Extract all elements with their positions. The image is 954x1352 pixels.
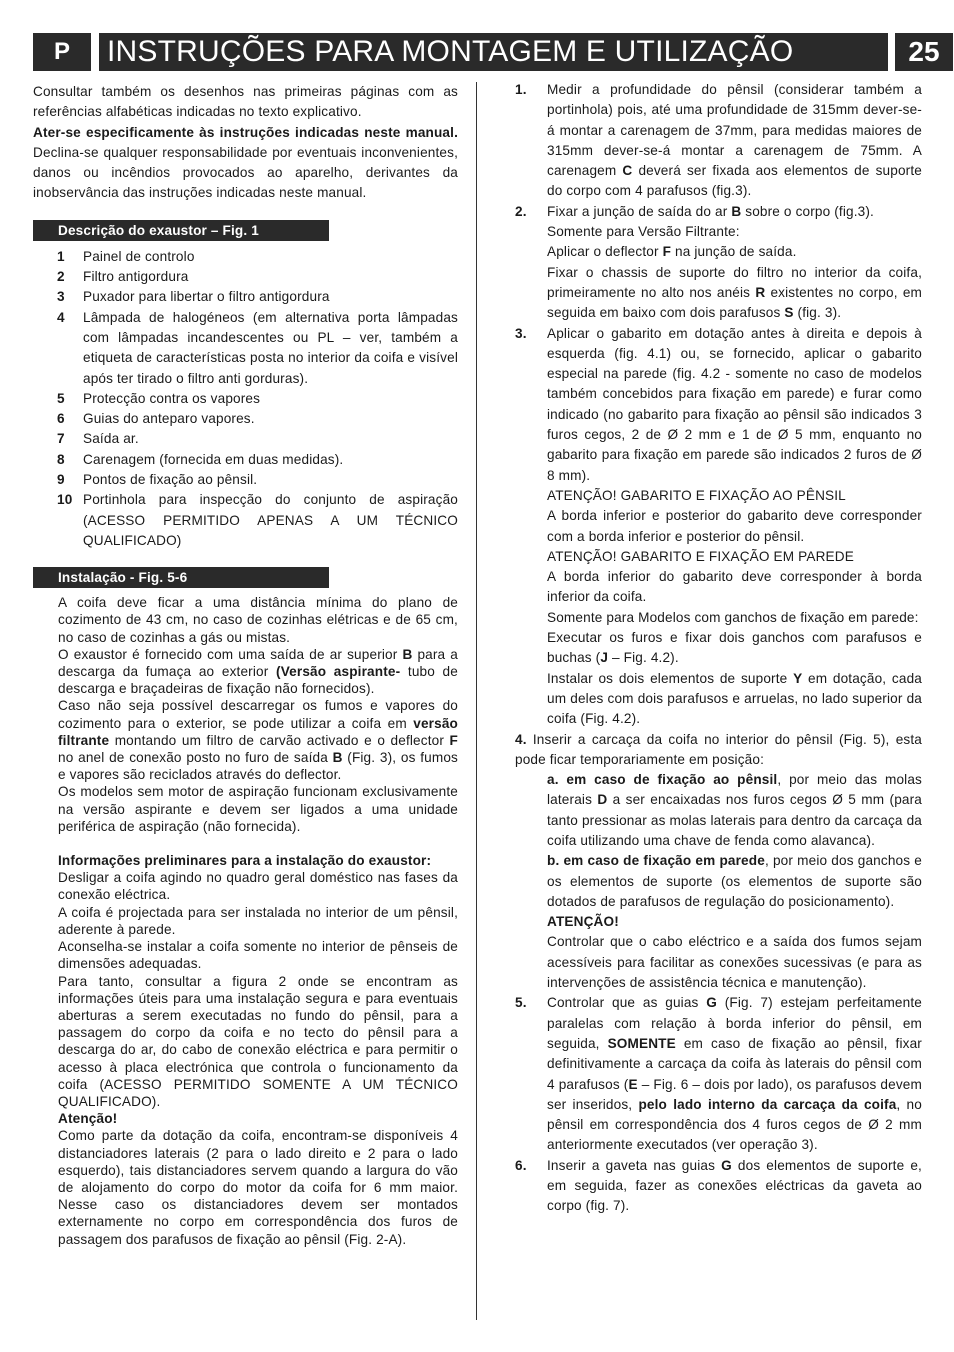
installation-outlet: O exaustor é fornecido com uma saída de ar superior B para a descarga da fumaça ao exterior (Versão aspirante- tubo de descarga e braçadeiras de fixação não fornecidos). (58, 646, 458, 697)
installation-no-motor: Os modelos sem motor de aspiração funcionam exclusivamente na versão aspirante e devem ser ligados a uma unidade periférica de aspiração (não fornecida). (58, 784, 458, 834)
step-6: 6. Inserir a gaveta nas guias G dos elementos de suporte e, em seguida, fazer as conexões eléctricas da gaveta ao corpo (fig. 7). (515, 1157, 922, 1214)
step-4: 4. Inserir a carcaça da coifa no interior do pênsil (Fig. 5), esta pode ficar temporariamente em posição: a. em caso de fixação ao pênsil, por meio das molas laterais D a ser encaixadas nos furos cegos Ø 5 mm (para tanto pressionar as molas laterais para dentro da carcaça da coifa utilizando uma chave de fenda como alavanca). b. em caso de fixação em parede, por meio dos ganchos e os elementos de suporte (os elementos de suporte são dotados de parafusos de regulação do posicionamento). ATENÇÃO! Controlar que o cabo eléctrico e a saída dos fumos sejam acessíveis para facilitar as conexões sucessivas (e para as intervenções de assistência técnica e manutenção). (515, 731, 923, 991)
intro-disclaimer: Ater-se especificamente às instruções indicadas neste manual. Declina-se qualquer responsabilidade por eventuais inconvenientes, danos ou incêndios provocados ao aparelho, derivantes da inobservância das instruções indicadas neste manual. (33, 124, 458, 201)
prelim-paragraph: A coifa é projectada para ser instalada no interior de um pênsil, aderente à parede. (58, 904, 458, 937)
prelim-paragraph: Desligar a coifa agindo no quadro geral doméstico nas fases da conexão eléctrica. (58, 870, 458, 903)
step-1: 1. Medir a profundidade do pênsil (considerar também a portinhola) pois, até uma profundidade de 315mm dever-se-á montar a carenagem de 37mm, para medidas maiores de 315mm dever-se-á montar a carenagem de 75mm. A carenagem C deverá ser fixada aos elementos de suporte do corpo com 4 parafusos (fig.3). (515, 82, 922, 199)
attention-label: ATENÇÃO! (547, 914, 619, 930)
list-item: 10 Portinhola para inspecção do conjunto de aspiração (ACESSO PERMITIDO APENAS A UM TÉCNICO QUALIFICADO) (57, 492, 458, 548)
step-3: 3. Aplicar o gabarito em dotação antes à direita e depois à esquerda (fig. 4.1) ou, se fornecido, aplicar o gabarito especial na parede (fig. 4.2 - somente no caso de modelos também concebidos para fixação em parede) e furar como indicado (no gabarito para fixação ao pênsil são indicados 3 furos cegos, 2 de Ø 2 mm e 1 de Ø 5 mm, enquanto no gabarito para fixação em parede são indicados 2 furos de Ø 8 mm). ATENÇÃO! GABARITO E FIXAÇÃO AO PÊNSIL A borda inferior e posterior do gabarito deve corresponder com a borda inferior e posterior do pênsil. ATENÇÃO! GABARITO E FIXAÇÃO EM PAREDE A borda inferior do gabarito deve corresponder à borda inferior da coifa. Somente para Modelos com ganchos de fixação em parede: Executar os furos e fixar dois ganchos com parafusos e buchas (J – Fig. 4.2). Instalar os dois elementos de suporte Y em dotação, cada um deles com dois parafusos e arruelas, no lado superior da coifa (Fig. 4.2). (515, 325, 922, 727)
attention-label: ATENÇÃO! GABARITO E FIXAÇÃO EM PAREDE (547, 548, 854, 564)
list-item: 8 Carenagem (fornecida em duas medidas). (57, 451, 344, 467)
component-list (33, 247, 458, 551)
attention-label: ATENÇÃO! GABARITO E FIXAÇÃO AO PÊNSIL (547, 487, 846, 503)
installation-heading: Instalação - Fig. 5-6 (33, 567, 329, 588)
step-2: 2. Fixar a junção de saída do ar B sobre o corpo (fig.3). Somente para Versão Filtrante: Aplicar o deflector F na junção de saída. Fixar o chassis de suporte do filtro no interior da coifa, primeiramente no alto nos anéis R existentes no corpo, em seguida em baixo com dois parafusos S (fig. 3). (515, 203, 923, 321)
attention-paragraph: Como parte da dotação da coifa, encontram-se disponíveis 4 distanciadores laterais (2 para o lado direito e 2 para o lado esquerdo), tais distanciadores servem quando a largura do vão de alojamento do corpo do motor da coifa for 6 mm maior. Nesse caso os distanciadores devem ser montados externamente no corpo em correspondência dos furos de passagem dos parafusos de fixação ao pênsil (Fig. 2-A). (58, 1128, 458, 1247)
list-item: 9 Pontos de fixação ao pênsil. (57, 472, 258, 488)
step-5: 5. Controlar que as guias G (Fig. 7) estejam perfeitamente paralelas com relação à borda inferior do pênsil, em seguida, SOMENTE em caso de fixação ao pênsil, fixar definitivamente a carcaça da coifa às laterais do pênsil com 4 parafusos (E – Fig. 6 – dois por lado), os parafusos devem ser inseridos, pelo lado interno da carcaça da coifa, no pênsil em correspondência dos 4 furos cegos de Ø 2 mm anteriormente executados (ver operação 3). (515, 995, 922, 1153)
list-item: 3 Puxador para libertar o filtro antigordura (57, 289, 330, 305)
list-item: 2 Filtro antigordura (57, 269, 189, 285)
prelim-paragraph: Para tanto, consultar a figura 2 onde se encontram as informações úteis para uma instalação segura e para eventuais aberturas a serem executadas no fundo do pênsil, para a passagem do corpo da coifa e no tecto do pênsil para a descarga do ar, do cabo de conexão eléctrica e para permitir o acesso à placa electrónica que controla o funcionamento da coifa (ACESSO PERMITIDO SOMENTE A UM TÉCNICO QUALIFICADO). (58, 973, 458, 1109)
list-item: 1 Painel de controlo (57, 248, 195, 264)
installation-filter-version: Caso não seja possível descarregar os fumos e vapores do cozimento para o exterior, se pode utilizar a coifa em versão filtrante montando um filtro de carvão activado e o deflector F no anel de conexão posto no furo de saída B (Fig. 3), os fumos e vapores são reciclados através do deflector. (58, 698, 458, 783)
description-heading: Descrição do exaustor – Fig. 1 (33, 220, 329, 241)
attention-label: Atenção! (58, 1111, 118, 1127)
list-item: 7 Saída ar. (57, 431, 139, 447)
language-badge: P (33, 33, 91, 71)
column-divider (476, 82, 477, 1320)
page-number: 25 (895, 33, 953, 71)
page-header (33, 33, 940, 71)
installation-body (58, 594, 458, 1248)
left-column (33, 82, 458, 1248)
prelim-paragraph: Aconselha-se instalar a coifa somente no interior de pênseis de dimensões adequadas. (58, 939, 458, 972)
installation-distance: A coifa deve ficar a uma distância mínima do plano de cozimento de 43 cm, no caso de cozinhas elétricas e de 65 cm, no caso de cozinhas a gás ou mistas. (58, 595, 458, 645)
intro-paragraph: Consultar também os desenhos nas primeiras páginas com as referências alfabéticas indicadas no texto explicativo. (33, 84, 458, 120)
list-item: 4 Lâmpada de halogéneos (em alternativa porta lâmpadas com lâmpadas incandescentes ou PL – ver, também a etiqueta de características posta no interior da coifa e visível após ter tirado o filtro anti gorduras). (57, 309, 458, 386)
page-title: INSTRUÇÕES PARA MONTAGEM E UTILIZAÇÃO (99, 33, 888, 71)
prelim-heading: Informações preliminares para a instalação do exaustor: (58, 853, 432, 869)
list-item: 5 Protecção contra os vapores (57, 390, 261, 406)
right-column (515, 80, 922, 1217)
list-item: 6 Guias do anteparo vapores. (57, 411, 255, 427)
